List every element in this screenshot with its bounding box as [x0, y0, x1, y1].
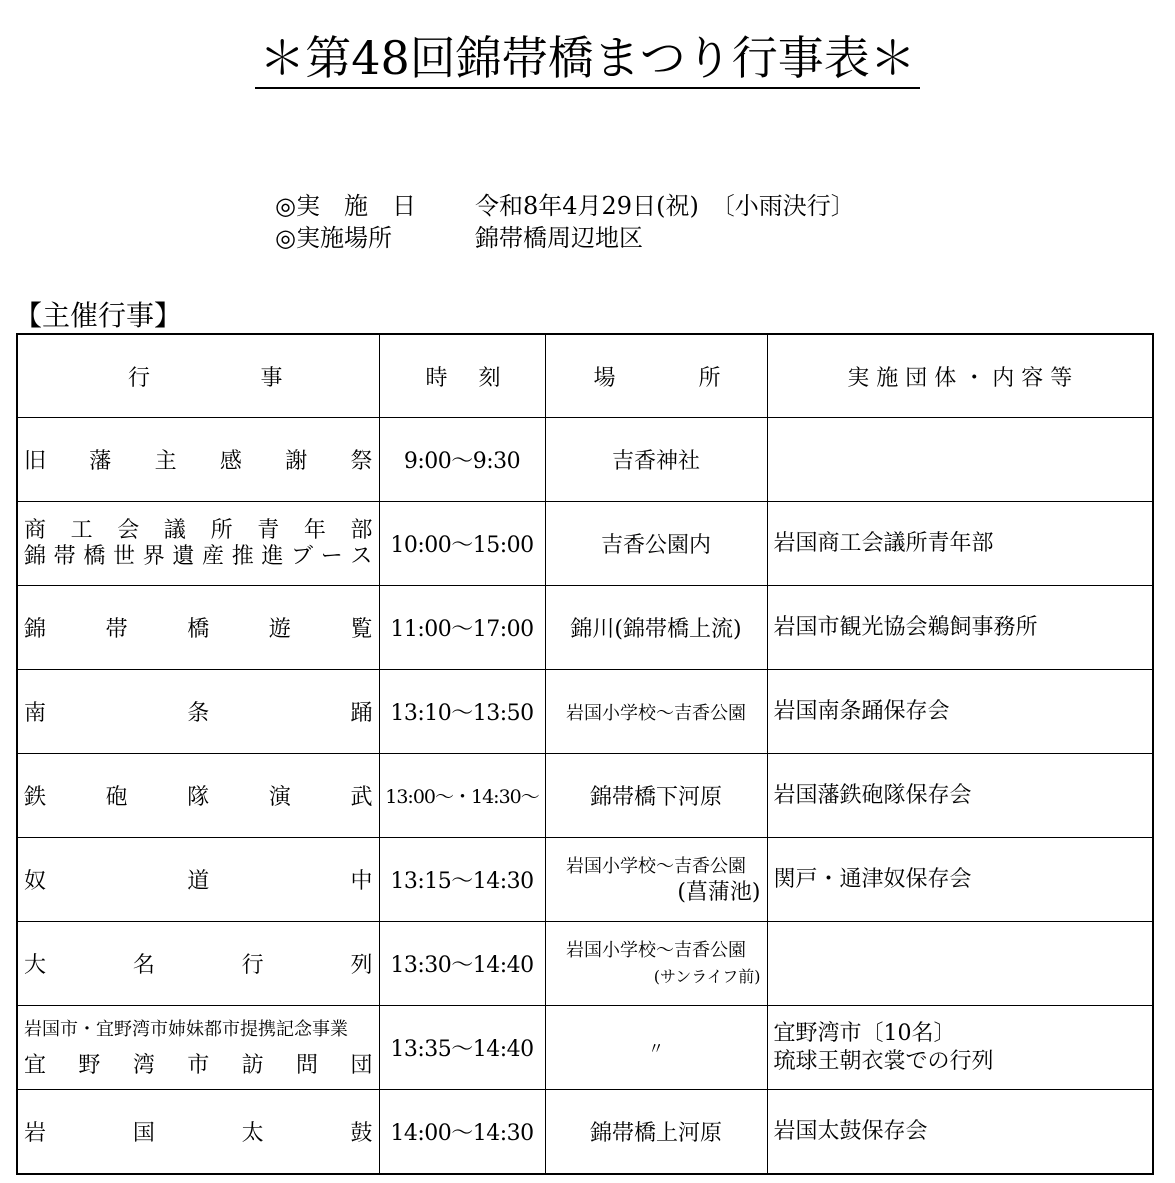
org-cell	[767, 1006, 1153, 1090]
place-cell: 吉香神社	[545, 418, 767, 502]
event-char: 南	[24, 701, 47, 726]
place-sub: (サンライフ前)	[653, 966, 761, 986]
event-char: 藩	[89, 449, 112, 474]
event-char: 覧	[350, 617, 373, 642]
event-char: 鼓	[350, 1121, 373, 1146]
event-char: 団	[350, 1052, 373, 1078]
header-place-char: 場	[593, 365, 616, 391]
time-cell: 13:30～14:40	[379, 922, 545, 1006]
event-cell	[17, 754, 379, 838]
org-cell: 岩国藩鉄砲隊保存会	[767, 754, 1153, 838]
event-char: 大	[24, 953, 47, 978]
schedule-table	[16, 333, 1154, 1175]
table-row	[17, 502, 1153, 586]
event-char: 界	[142, 543, 165, 569]
place-cell: 吉香公園内	[545, 502, 767, 586]
event-name	[24, 948, 373, 979]
org-line: 琉球王朝衣裳での行列	[773, 1048, 994, 1074]
time-cell: 13:00～・14:30～	[379, 754, 545, 838]
table-row	[17, 418, 1153, 502]
time-cell: 14:00～14:30	[379, 1090, 545, 1175]
event-char: 錦	[24, 543, 47, 569]
place-cell: 〃	[545, 1006, 767, 1090]
place-cell: 錦帯橋上河原	[545, 1090, 767, 1175]
event-char: 帯	[105, 617, 128, 642]
header-org	[767, 334, 1153, 418]
event-char: 遺	[172, 543, 195, 569]
table-header-row	[17, 334, 1153, 418]
event-name	[24, 612, 373, 643]
org-line: 宜野湾市〔10名〕	[773, 1020, 956, 1046]
event-subtitle: 岩国市・宜野湾市姉妹都市提携記念事業	[24, 1018, 348, 1040]
header-event-char: 行	[128, 365, 151, 391]
event-char: 推	[231, 543, 254, 569]
place-main: 岩国小学校～吉香公園	[566, 855, 746, 877]
event-char: 市	[187, 1052, 210, 1078]
event-line	[24, 1048, 373, 1084]
event-name	[24, 444, 373, 475]
table-row	[17, 838, 1153, 922]
event-char: 隊	[187, 785, 210, 810]
place-main: 岩国小学校～吉香公園	[566, 939, 746, 961]
event-char: 橋	[83, 543, 106, 569]
event-char: 旧	[24, 449, 47, 474]
event-cell	[17, 1090, 379, 1175]
event-char: 奴	[24, 869, 47, 894]
event-char: 宜	[24, 1052, 47, 1078]
event-cell	[17, 922, 379, 1006]
event-char: 産	[202, 543, 225, 569]
event-char: 太	[241, 1121, 264, 1146]
place-cell	[545, 838, 767, 922]
event-char: 遊	[268, 617, 291, 642]
event-char: 鉄	[24, 785, 47, 810]
org-cell: 岩国南条踊保存会	[767, 670, 1153, 754]
header-time	[379, 334, 545, 418]
event-name	[24, 780, 373, 811]
page-title	[0, 30, 1175, 86]
event-char: 踊	[350, 701, 373, 726]
place-stack	[546, 938, 767, 990]
event-cell	[17, 586, 379, 670]
event-info	[275, 190, 855, 254]
event-char: 湾	[132, 1052, 155, 1078]
header-org-text: 実 施 団 体 ・ 内 容 等	[847, 365, 1073, 391]
event-char: 武	[350, 785, 373, 810]
org-cell: 岩国市観光協会鵜飼事務所	[767, 586, 1153, 670]
event-char: 感	[219, 449, 242, 474]
event-char: 世	[113, 543, 136, 569]
table-row	[17, 754, 1153, 838]
event-char: 列	[350, 953, 373, 978]
place-cell: 錦川(錦帯橋上流)	[545, 586, 767, 670]
header-event	[17, 334, 379, 418]
event-char: 祭	[350, 449, 373, 474]
time-cell: 13:35～14:40	[379, 1006, 545, 1090]
header-time-char: 時	[425, 365, 448, 391]
event-char: 進	[261, 543, 284, 569]
event-char: 問	[296, 1052, 319, 1078]
header-time-char: 刻	[478, 365, 501, 391]
event-name	[24, 1012, 373, 1084]
event-line	[24, 544, 373, 570]
event-char: 議	[163, 517, 186, 543]
event-cell	[17, 1006, 379, 1090]
event-char: 演	[268, 785, 291, 810]
place-sub: (菖蒲池)	[677, 879, 761, 905]
event-char: 年	[303, 517, 326, 543]
event-char: ー	[320, 543, 343, 569]
event-char: 行	[241, 953, 264, 978]
org-cell: 岩国商工会議所青年部	[767, 502, 1153, 586]
event-cell	[17, 670, 379, 754]
table-row	[17, 1090, 1153, 1175]
event-cell	[17, 502, 379, 586]
org-cell: 岩国太鼓保存会	[767, 1090, 1153, 1175]
event-char: 錦	[24, 617, 47, 642]
time-cell: 9:00～9:30	[379, 418, 545, 502]
event-char: 橋	[187, 617, 210, 642]
event-char: 会	[117, 517, 140, 543]
event-char: 野	[78, 1052, 101, 1078]
event-name	[24, 1116, 373, 1147]
event-char: 名	[132, 953, 155, 978]
time-cell: 13:15～14:30	[379, 838, 545, 922]
event-name	[24, 864, 373, 895]
header-place	[545, 334, 767, 418]
date-row	[275, 190, 855, 222]
place-cell	[545, 922, 767, 1006]
event-cell	[17, 418, 379, 502]
event-line	[24, 518, 373, 544]
page-title-text: ＊第48回錦帯橋まつり行事表＊	[255, 31, 920, 89]
event-char: 主	[154, 449, 177, 474]
event-char: 岩	[24, 1121, 47, 1146]
time-cell: 13:10～13:50	[379, 670, 545, 754]
place-stack	[546, 854, 767, 906]
event-char: 道	[187, 869, 210, 894]
org-cell	[767, 922, 1153, 1006]
date-value: 令和8年4月29日(祝) 〔小雨決行〕	[475, 192, 855, 220]
table-row	[17, 670, 1153, 754]
event-cell	[17, 838, 379, 922]
event-name	[24, 696, 373, 727]
event-char: 所	[210, 517, 233, 543]
event-char: 国	[132, 1121, 155, 1146]
event-char: ス	[350, 543, 373, 569]
date-label: ◎実 施 日	[275, 192, 416, 220]
event-char: 部	[350, 517, 373, 543]
table-row	[17, 586, 1153, 670]
event-name	[24, 518, 373, 570]
event-char: 謝	[285, 449, 308, 474]
event-char: 帯	[53, 543, 76, 569]
time-cell: 11:00～17:00	[379, 586, 545, 670]
header-event-char: 事	[260, 365, 283, 391]
org-cell	[767, 418, 1153, 502]
table-row	[17, 1006, 1153, 1090]
org-cell: 関戸・通津奴保存会	[767, 838, 1153, 922]
venue-value: 錦帯橋周辺地区	[475, 224, 643, 252]
section-title: 【主催行事】	[14, 299, 183, 332]
event-char: 青	[257, 517, 280, 543]
event-char: 訪	[241, 1052, 264, 1078]
event-char: 商	[24, 517, 47, 543]
venue-row	[275, 222, 855, 254]
table-row	[17, 922, 1153, 1006]
event-char: 中	[350, 869, 373, 894]
time-cell: 10:00～15:00	[379, 502, 545, 586]
event-char: 条	[187, 701, 210, 726]
event-char: 工	[70, 517, 93, 543]
header-place-char: 所	[698, 365, 721, 391]
place-cell: 岩国小学校～吉香公園	[545, 670, 767, 754]
place-cell: 錦帯橋下河原	[545, 754, 767, 838]
event-char: 砲	[105, 785, 128, 810]
venue-label: ◎実施場所	[275, 224, 392, 252]
event-char: ブ	[291, 543, 314, 569]
